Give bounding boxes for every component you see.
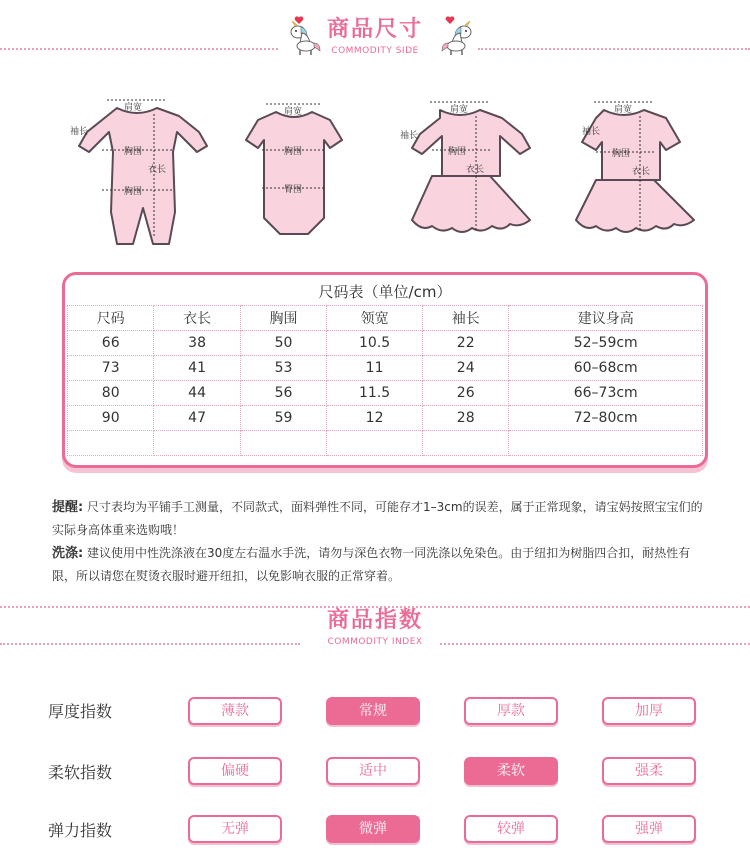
table-header-cell: 袖长 — [423, 306, 509, 331]
table-cell: 24 — [423, 356, 509, 381]
label-length: 衣长 — [148, 165, 167, 175]
table-cell: 72–80cm — [509, 406, 703, 431]
label-shoulder: 肩宽 — [284, 107, 303, 117]
label-sleeve: 袖长 — [582, 127, 601, 137]
table-cell: 59 — [240, 406, 326, 431]
label-hip: 臀围 — [284, 185, 303, 195]
label-shoulder: 肩宽 — [614, 105, 633, 115]
table-cell — [154, 431, 240, 456]
table-cell: 11 — [327, 356, 423, 381]
index-option: 较弹 — [464, 815, 558, 843]
table-header-cell: 领宽 — [327, 306, 423, 331]
washing-note — [52, 542, 712, 587]
table-cell: 50 — [240, 331, 326, 356]
washing-text: 建议使用中性洗涤液在30度左右温水手洗，请勿与深色衣物一同洗涤以免染色。由于纽扣为树脂四合扣，耐热性有限，所以请您在熨烫衣服时避开纽扣，以免影响衣服的正常穿着。 — [52, 546, 691, 583]
table-cell: 41 — [154, 356, 240, 381]
reminder-text: 尺寸表均为平铺手工测量，不同款式，面料弹性不同，可能存才1–3cm的误差，属于正常现象，请宝妈按照宝宝们的实际身高体重来选购哦！ — [52, 500, 703, 537]
table-row — [68, 331, 703, 356]
index-section-title: 商品指数 — [326, 608, 423, 633]
table-cell: 11.5 — [327, 381, 423, 406]
label-length: 衣长 — [632, 167, 651, 177]
table-cell — [423, 431, 509, 456]
table-cell — [509, 431, 703, 456]
dress-longsleeve-diagram — [386, 98, 536, 252]
label-chest: 胸围 — [124, 147, 143, 157]
reminder-label: 提醒: — [52, 500, 84, 515]
table-cell: 73 — [68, 356, 154, 381]
dress-shortsleeve-diagram — [552, 98, 702, 252]
index-section-header — [0, 603, 750, 647]
table-header-row — [68, 306, 703, 331]
size-table-title: 尺码表（单位/cm） — [318, 283, 452, 301]
romper-longsleeve-diagram — [62, 96, 212, 250]
table-cell: 80 — [68, 381, 154, 406]
index-option: 适中 — [326, 757, 420, 785]
table-header-cell: 胸围 — [240, 306, 326, 331]
label-chest: 胸围 — [284, 147, 303, 157]
table-header-cell: 衣长 — [154, 306, 240, 331]
label-chest: 胸围 — [448, 147, 467, 157]
reminder-note — [52, 496, 712, 541]
label-sleeve: 袖长 — [70, 127, 89, 137]
size-section-subtitle: COMMODITY SIDE — [331, 46, 419, 56]
table-cell: 66 — [68, 331, 154, 356]
table-cell: 12 — [327, 406, 423, 431]
table-cell: 60–68cm — [509, 356, 703, 381]
table-cell: 56 — [240, 381, 326, 406]
table-cell: 10.5 — [327, 331, 423, 356]
index-option: 强柔 — [602, 757, 696, 785]
label-shoulder: 肩宽 — [450, 105, 469, 115]
index-option: 无弹 — [188, 815, 282, 843]
table-row — [68, 406, 703, 431]
table-cell: 38 — [154, 331, 240, 356]
size-table — [67, 305, 703, 456]
table-cell: 66–73cm — [509, 381, 703, 406]
label-shoulder: 肩宽 — [124, 103, 143, 113]
index-option: 强弹 — [602, 815, 696, 843]
index-label: 柔软指数 — [48, 763, 113, 782]
size-section-title: 商品尺寸 — [326, 17, 423, 42]
table-cell: 47 — [154, 406, 240, 431]
table-cell: 26 — [423, 381, 509, 406]
table-row — [68, 356, 703, 381]
washing-label: 洗涤: — [52, 546, 84, 561]
table-cell: 44 — [154, 381, 240, 406]
table-cell — [240, 431, 326, 456]
table-cell: 22 — [423, 331, 509, 356]
label-chest: 胸围 — [124, 187, 143, 197]
index-option: 偏硬 — [188, 757, 282, 785]
index-option-selected: 柔软 — [464, 757, 558, 785]
table-cell: 52–59cm — [509, 331, 703, 356]
index-label: 厚度指数 — [48, 702, 113, 721]
table-cell — [327, 431, 423, 456]
table-cell: 90 — [68, 406, 154, 431]
index-label: 弹力指数 — [48, 821, 113, 840]
romper-shortsleeve-diagram — [244, 100, 344, 249]
table-header-cell: 建议身高 — [509, 306, 703, 331]
table-header-cell: 尺码 — [68, 306, 154, 331]
index-option-selected: 微弹 — [326, 815, 420, 843]
table-cell — [68, 431, 154, 456]
size-table-card — [62, 272, 708, 468]
table-row — [68, 381, 703, 406]
index-option: 薄款 — [188, 697, 282, 725]
size-section-header — [0, 12, 750, 56]
table-cell: 53 — [240, 356, 326, 381]
label-length: 衣长 — [466, 165, 485, 175]
index-option-selected: 常规 — [326, 697, 420, 725]
index-section-subtitle: COMMODITY INDEX — [327, 637, 423, 647]
table-cell: 28 — [423, 406, 509, 431]
table-row — [68, 431, 703, 456]
index-option: 厚款 — [464, 697, 558, 725]
label-chest: 胸围 — [612, 149, 631, 159]
index-option: 加厚 — [602, 697, 696, 725]
label-sleeve: 袖长 — [400, 131, 419, 141]
